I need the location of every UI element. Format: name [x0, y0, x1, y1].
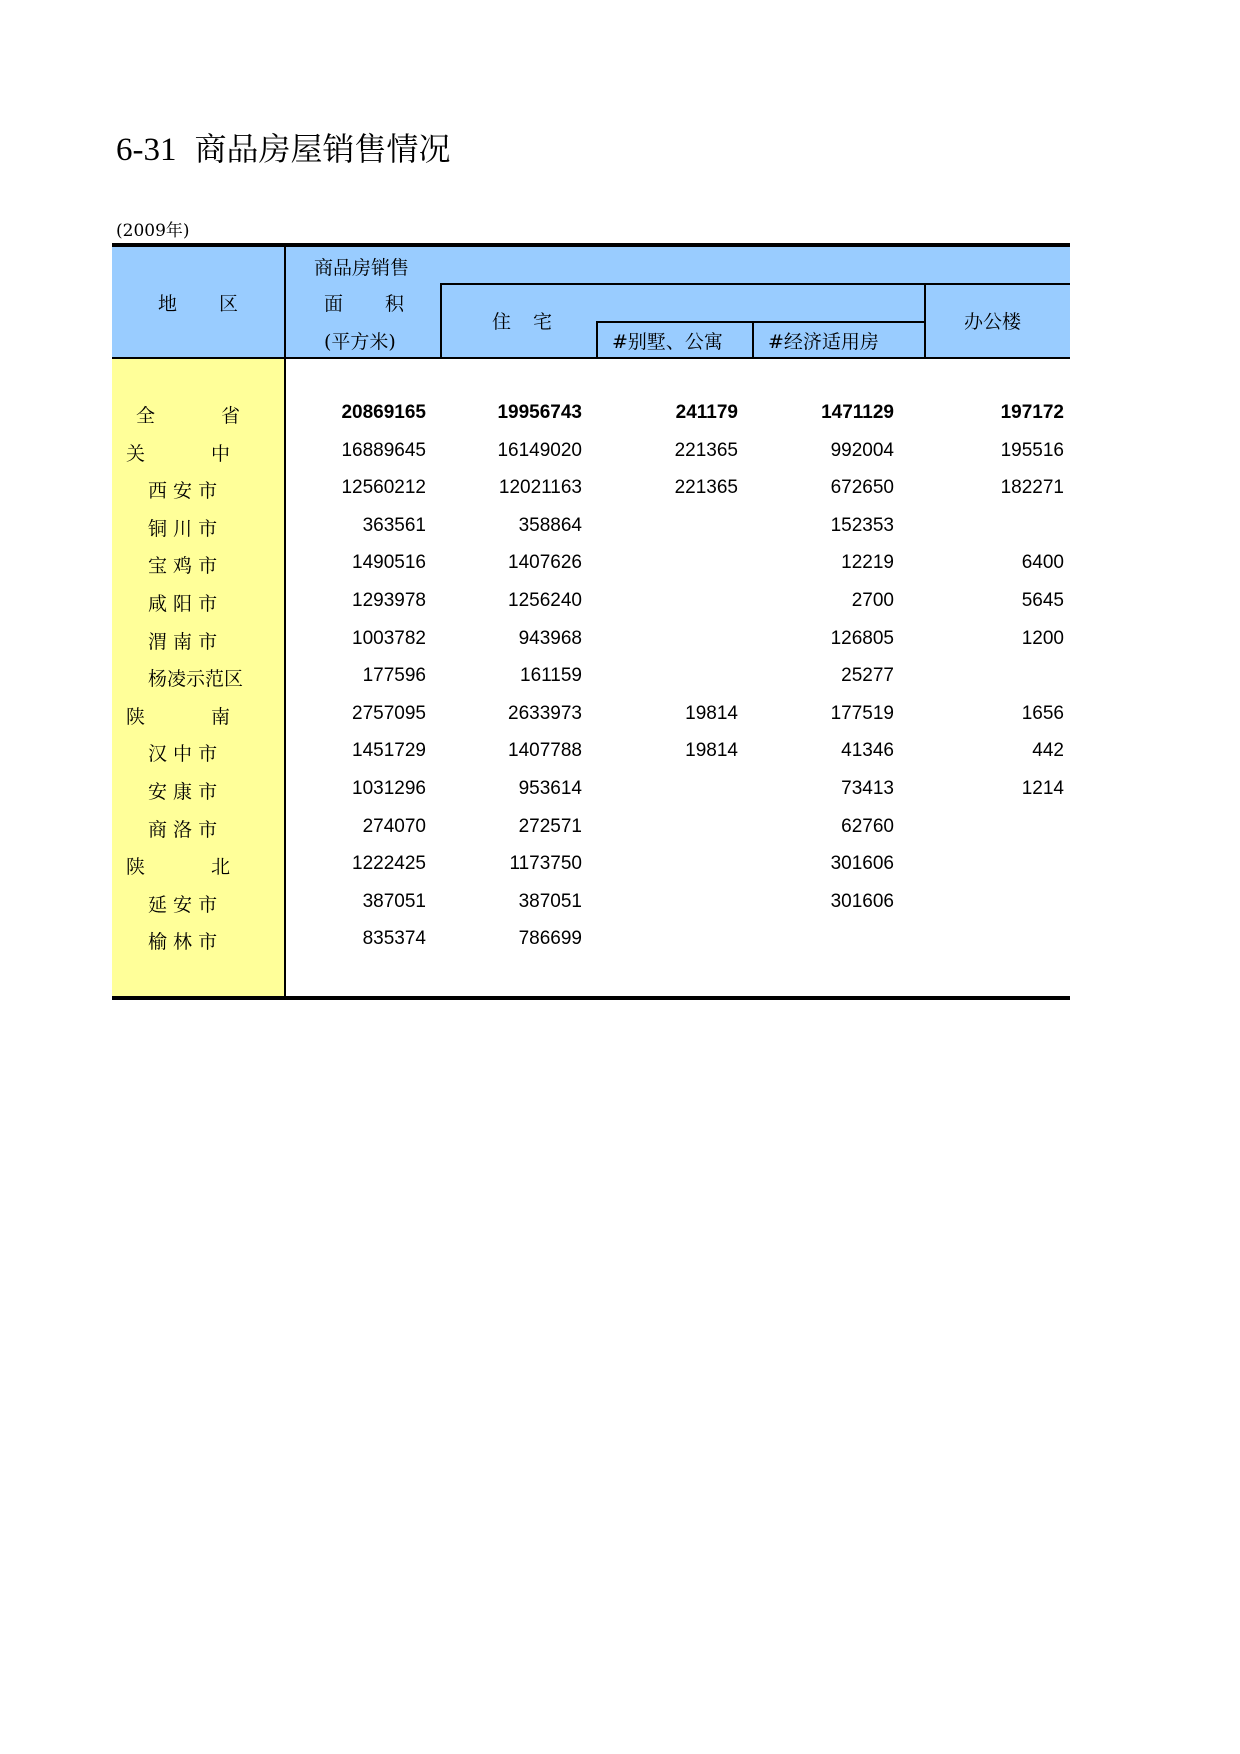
- table-row: [112, 921, 1070, 958]
- header-villa: #别墅、公寓: [612, 331, 723, 353]
- cell-value: 2700: [851, 590, 894, 611]
- header-divider-3: [752, 321, 754, 359]
- cell-value: 126805: [830, 627, 894, 649]
- cell-value: 221365: [674, 439, 738, 461]
- region-name: 渭 南 市: [148, 630, 218, 653]
- table-row: [112, 884, 1070, 921]
- table-row: [112, 545, 1070, 582]
- table-row: [112, 583, 1070, 620]
- table-row: [112, 733, 1070, 770]
- header-sales-unit: (平方米): [324, 331, 396, 353]
- table-title: 商品房屋销售情况: [194, 130, 451, 168]
- header-rule-upper: [440, 283, 1070, 285]
- data-table: [112, 243, 1070, 1000]
- cell-value: 2633973: [508, 702, 582, 724]
- region-name: 汉 中 市: [148, 743, 218, 766]
- region-name: 咸 阳 市: [148, 593, 218, 615]
- cell-value: 161159: [520, 665, 582, 687]
- cell-value: 1656: [1021, 702, 1064, 724]
- cell-value: 6400: [1021, 552, 1064, 574]
- cell-value: 1256240: [508, 590, 582, 611]
- cell-value: 152353: [830, 514, 894, 536]
- cell-value: 19814: [685, 702, 738, 724]
- cell-value: 1200: [1021, 627, 1064, 649]
- cell-value: 786699: [518, 928, 582, 950]
- cell-value: 73413: [841, 778, 894, 799]
- region-name: 关 中: [126, 442, 261, 465]
- cell-value: 5645: [1021, 590, 1064, 611]
- region-name: 安 康 市: [148, 781, 218, 803]
- cell-value: 1490516: [352, 552, 426, 574]
- header-divider-4: [924, 283, 926, 359]
- cell-value: 272571: [518, 815, 582, 837]
- table-row: [112, 395, 1070, 432]
- header-divider-2: [596, 321, 598, 359]
- cell-value: 16149020: [497, 439, 582, 461]
- cell-value: 1173750: [509, 853, 582, 875]
- table-row: [112, 846, 1070, 883]
- header-rule-lower: [596, 321, 926, 323]
- cell-value: 62760: [841, 815, 894, 837]
- header-sales-line1: 商品房销售: [314, 257, 410, 279]
- cell-value: 12560212: [341, 477, 426, 499]
- header-sales-line2: 面 积: [324, 293, 423, 315]
- header-residential: 住 宅: [492, 311, 561, 333]
- header-bottom-rule: [112, 357, 1070, 359]
- region-name: 铜 川 市: [148, 517, 218, 540]
- region-name: 陕 北: [126, 856, 261, 879]
- cell-value: 953614: [518, 778, 582, 799]
- cell-value: 1214: [1021, 778, 1064, 799]
- cell-value: 943968: [518, 627, 582, 649]
- cell-value: 241179: [675, 402, 738, 423]
- region-name: 杨凌示范区: [148, 668, 244, 691]
- cell-value: 387051: [518, 890, 582, 912]
- cell-value: 1471129: [821, 402, 894, 423]
- region-name: 陕 南: [126, 705, 261, 728]
- region-name: 延 安 市: [148, 893, 218, 916]
- cell-value: 274070: [362, 815, 426, 837]
- header-affordable: #经济适用房: [768, 331, 879, 353]
- table-row: [112, 809, 1070, 846]
- cell-value: 358864: [518, 514, 582, 536]
- region-name: 西 安 市: [148, 480, 218, 503]
- table-row: [112, 433, 1070, 470]
- cell-value: 197172: [1000, 402, 1064, 423]
- table-row: [112, 508, 1070, 545]
- cell-value: 19956743: [497, 402, 582, 423]
- cell-value: 1293978: [352, 590, 426, 611]
- cell-value: 672650: [830, 477, 894, 499]
- region-name: 宝 鸡 市: [148, 555, 218, 578]
- bottom-rule: [112, 996, 1070, 1000]
- cell-value: 12219: [841, 552, 894, 574]
- cell-value: 363561: [362, 514, 426, 536]
- cell-value: 182271: [1000, 477, 1064, 499]
- cell-value: 20869165: [341, 402, 426, 423]
- region-name: 榆 林 市: [148, 931, 218, 954]
- header-divider-1: [440, 283, 442, 359]
- cell-value: 41346: [841, 740, 894, 762]
- page-title: [116, 124, 451, 170]
- table-row: [112, 658, 1070, 695]
- cell-value: 1407626: [508, 552, 582, 574]
- top-rule: [112, 243, 1070, 247]
- cell-value: 16889645: [341, 439, 426, 461]
- cell-value: 301606: [830, 853, 894, 875]
- cell-value: 1031296: [352, 778, 426, 799]
- cell-value: 387051: [362, 890, 426, 912]
- table-row: [112, 470, 1070, 507]
- header-region: 地 区: [158, 293, 257, 315]
- table-number: 6-31: [116, 132, 177, 168]
- cell-value: 25277: [841, 665, 894, 687]
- table-row: [112, 771, 1070, 808]
- cell-value: 1451729: [352, 740, 426, 762]
- cell-value: 177519: [830, 702, 894, 724]
- cell-value: 195516: [1000, 439, 1064, 461]
- cell-value: 2757095: [352, 702, 426, 724]
- header-office: 办公楼: [964, 311, 1022, 333]
- cell-value: 1407788: [508, 740, 582, 762]
- cell-value: 12021163: [498, 477, 582, 499]
- cell-value: 442: [1032, 740, 1064, 762]
- cell-value: 301606: [830, 890, 894, 912]
- cell-value: 1003782: [352, 627, 426, 649]
- cell-value: 221365: [674, 477, 738, 499]
- cell-value: 1222425: [352, 853, 426, 875]
- table-row: [112, 696, 1070, 733]
- cell-value: 19814: [685, 740, 738, 762]
- cell-value: 177596: [362, 665, 426, 687]
- cell-value: 835374: [362, 928, 426, 950]
- table-row: [112, 621, 1070, 658]
- table-year: (2009年): [116, 221, 190, 241]
- region-name: 全 省: [136, 405, 271, 427]
- cell-value: 992004: [830, 439, 894, 461]
- region-name: 商 洛 市: [148, 818, 218, 841]
